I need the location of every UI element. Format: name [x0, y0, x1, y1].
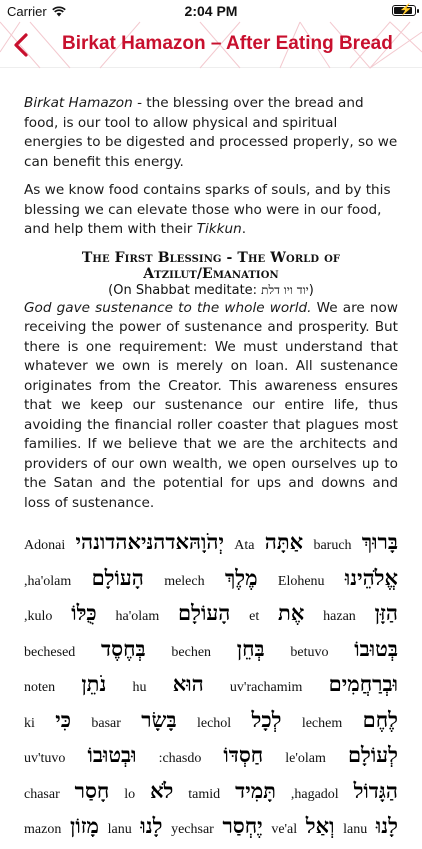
- transliteration-word: lo: [124, 786, 136, 802]
- blessing-line: [24, 636, 398, 672]
- transliteration-word: Ata: [234, 538, 255, 553]
- hebrew-word: אֶת: [278, 600, 305, 625]
- transliteration-word: bechen: [171, 644, 212, 660]
- subtitle-suffix: ): [308, 282, 314, 298]
- charging-icon: ⚡: [399, 4, 413, 16]
- back-button[interactable]: [4, 28, 38, 62]
- hebrew-word: בָּרוּךְ: [361, 529, 398, 554]
- hebrew-word: בָּשָׂר: [141, 706, 177, 732]
- transliteration-word: ,ha'olam: [24, 573, 72, 589]
- tikkun-term: Tikkun: [196, 221, 242, 237]
- section-title: The First Blessing - The World of Atzilut/Emanation: [81, 249, 341, 282]
- section-subtitle: [24, 282, 398, 299]
- hebrew-word: חַסְדּוֹ: [223, 742, 264, 767]
- status-bar: [0, 0, 422, 22]
- transliteration-word: hazan: [323, 609, 356, 624]
- hebrew-word: מָזוֹן: [69, 813, 99, 838]
- hebrew-word: יֶחְסַר: [222, 813, 263, 838]
- section-body-italic: God gave sustenance to the whole world.: [24, 299, 312, 316]
- hebrew-word: לָנוּ: [375, 813, 398, 838]
- blessing-line: [24, 529, 398, 565]
- transliteration-word: et: [249, 609, 260, 624]
- transliteration-word: uv'tuvo: [24, 751, 66, 766]
- transliteration-word: basar: [91, 715, 121, 731]
- transliteration-word: ,kulo: [24, 609, 53, 624]
- intro-text-2-end: .: [241, 221, 247, 237]
- transliteration-word: ,hagadol: [290, 786, 339, 802]
- subtitle-prefix: (On Shabbat meditate:: [108, 282, 262, 298]
- transliteration-word: chasar: [24, 786, 60, 802]
- transliteration-word: bechesed: [24, 644, 76, 660]
- transliteration-word: hu: [132, 680, 147, 695]
- transliteration-word: lechol: [196, 715, 232, 731]
- transliteration-word: Elohenu: [277, 573, 325, 589]
- hebrew-word: חָסַר: [74, 777, 110, 803]
- chevron-left-icon: [13, 33, 29, 57]
- hebrew-word: הָעוֹלָם: [178, 600, 231, 625]
- section-body-text: We are now receiving the power of sustenance and prosperity. But there is one requirement: We must understand that whatever we own is merely on loan. All sustenance originates from the Creator. This awareness ensures that we keep our sustenance our entire life, thus avoiding the financial roller coaster that plagues most families. If we believe that we are the architects and providers of our own wealth, we open ourselves up to the Satan and the potential for ups and downs and loss of sustenance.: [24, 299, 398, 511]
- section-body: [24, 299, 398, 514]
- blessing-line: [24, 813, 398, 849]
- blessing-line: [24, 778, 398, 814]
- transliteration-word: yechsar: [171, 822, 214, 837]
- blessing-line: [24, 565, 398, 601]
- blessing-line: [24, 742, 398, 778]
- blessing-line: [24, 600, 398, 636]
- battery-icon: [392, 5, 416, 16]
- hebrew-word: וְאַל: [305, 813, 335, 838]
- status-time: 2:04 PM: [184, 3, 238, 19]
- hebrew-word: נֹתֵן: [81, 671, 107, 696]
- intro-term: Birkat Hamazon: [24, 95, 133, 111]
- intro-text-1: - the blessing over the bread and food, is our tool to allow physical and spiritual energies to be digested and processed properly, so we can benefit this energy.: [24, 95, 398, 170]
- transliteration-word: le'olam: [285, 751, 326, 766]
- hebrew-word: לָנוּ: [140, 813, 163, 838]
- intro-text-2: As we know food contains sparks of souls, and by this blessing we can elevate those who were in our food, and help them with their: [24, 182, 391, 237]
- hebrew-word: תָּמִיד: [235, 777, 276, 803]
- blessing-line: [24, 671, 398, 707]
- hebrew-word: בְּטוּבוֹ: [354, 635, 398, 661]
- hebrew-word: לְכָל: [251, 706, 282, 732]
- transliteration-word: ki: [24, 715, 35, 731]
- content-scroll[interactable]: [0, 68, 422, 838]
- hebrew-word: הוּא: [172, 671, 204, 696]
- hebrew-word: לֶחֶם: [362, 706, 398, 732]
- intro-paragraph-2: [24, 181, 398, 240]
- blessing-text: [24, 529, 398, 849]
- hebrew-word: הַזָּן: [374, 600, 398, 625]
- transliteration-word: mazon: [24, 822, 62, 837]
- hebrew-word: כִּי: [55, 706, 72, 732]
- transliteration-word: baruch: [313, 538, 352, 553]
- transliteration-word: tamid: [188, 786, 221, 802]
- transliteration-word: noten: [24, 680, 56, 695]
- transliteration-word: lanu: [343, 822, 368, 837]
- hebrew-word: הַגָּדוֹל: [353, 777, 398, 803]
- transliteration-word: ha'olam: [115, 609, 160, 624]
- nav-bar: [0, 22, 422, 68]
- hebrew-word: הָעוֹלָם: [91, 564, 144, 590]
- transliteration-word: lechem: [301, 715, 343, 731]
- hebrew-word: לֹא: [150, 777, 174, 803]
- page-title: Birkat Hamazon – After Eating Bread: [62, 33, 393, 54]
- hebrew-word: בְּחֶסֶד: [101, 635, 146, 661]
- transliteration-word: betuvo: [290, 644, 329, 660]
- transliteration-word: lanu: [107, 822, 132, 837]
- status-right: [392, 5, 416, 16]
- transliteration-word: Adonai: [24, 538, 66, 553]
- hebrew-word: לְעוֹלָם: [347, 742, 398, 767]
- blessing-line: [24, 707, 398, 743]
- transliteration-word: :chasdo: [158, 751, 202, 766]
- hebrew-word: מֶלֶךְ: [224, 564, 258, 590]
- subtitle-hebrew: יוד ויו דלת: [261, 282, 309, 297]
- hebrew-word: וּבְטוּבוֹ: [87, 742, 137, 767]
- hebrew-word: וּבְרַחֲמִים: [328, 671, 398, 696]
- transliteration-word: melech: [164, 573, 205, 589]
- transliteration-word: uv'rachamim: [229, 680, 303, 695]
- hebrew-word: בְּחֵן: [236, 635, 265, 661]
- hebrew-word: כֻּלּוֹ: [71, 600, 97, 625]
- hebrew-word: אֱלֹהֵינוּ: [344, 564, 398, 590]
- transliteration-word: ve'al: [271, 822, 298, 837]
- intro-paragraph-1: [24, 94, 398, 172]
- carrier-label: Carrier: [7, 4, 47, 19]
- hebrew-word: יְהֹוָהּאדהנּיאהדונהי: [75, 529, 224, 554]
- hebrew-word: אַתָּה: [264, 529, 304, 554]
